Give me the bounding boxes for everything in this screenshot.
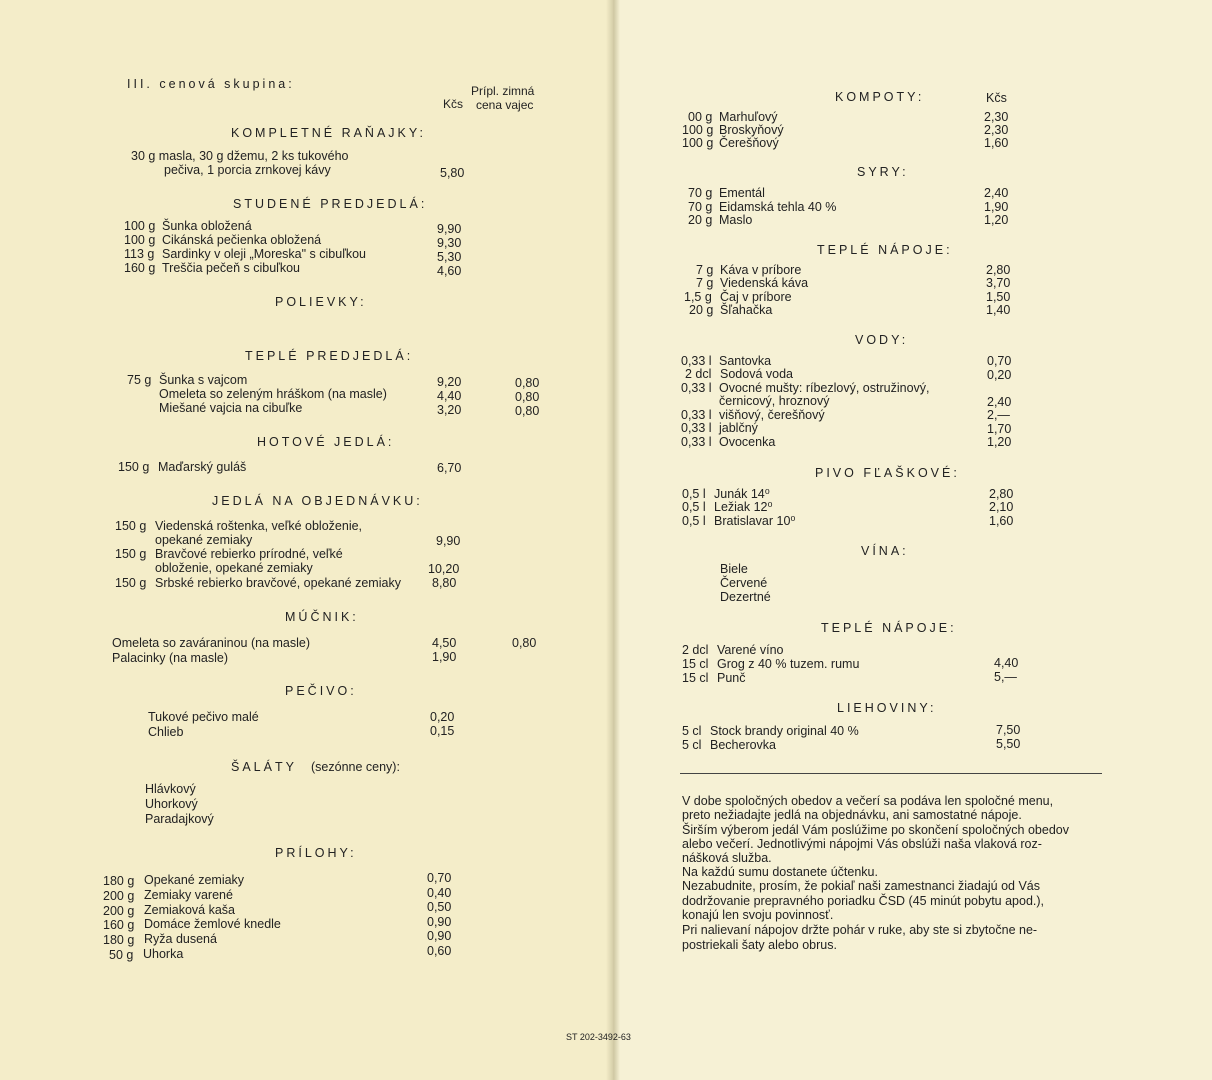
- menu-item-name: Bratislavar 10⁰: [714, 514, 796, 528]
- menu-item-price: 0,90: [427, 929, 452, 943]
- menu-item-qty: 50 g: [109, 948, 134, 962]
- menu-item-name: jablčný: [719, 421, 758, 435]
- menu-item-name: Ovocné mušty: ríbezlový, ostružinový,: [719, 381, 930, 395]
- notice-line: konajú len svoju povinnosť.: [682, 908, 834, 922]
- menu-item-name: Stock brandy original 40 %: [710, 724, 859, 738]
- heading-syry: SYRY:: [857, 165, 909, 179]
- menu-item-name: Omeleta so zaváraninou (na masle): [112, 636, 311, 650]
- menu-item-name: višňový, čerešňový: [719, 408, 825, 422]
- menu-item-price: 9,30: [437, 236, 462, 250]
- menu-item-name: Bravčové rebierko prírodné, veľké: [155, 547, 343, 561]
- menu-item-qty: 200 g: [103, 889, 135, 903]
- menu-item-price: 6,70: [437, 461, 462, 475]
- menu-item-name: Eidamská tehla 40 %: [719, 200, 837, 214]
- menu-item-name: Šunka s vajcom: [159, 373, 248, 387]
- menu-item-name: Tukové pečivo malé: [148, 710, 259, 724]
- menu-item-name: Viedenská káva: [720, 276, 809, 290]
- menu-item-qty: 70 g: [688, 186, 713, 200]
- ranajky-price: 5,80: [440, 166, 465, 180]
- notice-line: postriekali šaty alebo obrus.: [682, 938, 837, 952]
- menu-item-qty: 00 g: [688, 110, 713, 124]
- divider-line: [680, 773, 1102, 774]
- menu-item-price: 9,90: [436, 534, 461, 548]
- menu-item-qty: 7 g: [696, 276, 714, 290]
- col-kcs-header: Kčs: [443, 97, 464, 111]
- menu-item-price: 1,40: [986, 303, 1011, 317]
- menu-item-qty: 150 g: [118, 460, 150, 474]
- menu-item-price: 4,50: [432, 636, 457, 650]
- menu-item-extra: 0,80: [512, 636, 537, 650]
- menu-item-price: 4,60: [437, 264, 462, 278]
- menu-item-name: Cikánská pečienka obložená: [162, 233, 322, 247]
- menu-item-qty: 15 cl: [682, 671, 709, 685]
- notice-line: alebo večerí. Jednotlivými nápojmi Vás obslúži naša vlaková roz-: [682, 837, 1042, 851]
- menu-item-name: Becherovka: [710, 738, 777, 752]
- heading-teple-predjedla: TEPLÉ PREDJEDLÁ:: [245, 349, 414, 363]
- menu-item-name: Marhuľový: [719, 110, 778, 124]
- menu-item-name: Punč: [717, 671, 746, 685]
- menu-item-name: Sodová voda: [720, 367, 793, 381]
- menu-item-qty: 150 g: [115, 547, 147, 561]
- menu-item-price: 2,—: [987, 408, 1010, 422]
- salaty-note: (sezónne ceny):: [311, 760, 400, 774]
- menu-item-qty: 0,33 l: [681, 421, 712, 435]
- menu-item-extra: 0,80: [515, 390, 540, 404]
- menu-item-price: 2,10: [989, 500, 1014, 514]
- notice-line: nášková služba.: [682, 851, 772, 865]
- menu-item-name: Ementál: [719, 186, 765, 200]
- print-code: ST 202-3492-63: [566, 1032, 631, 1042]
- menu-item-name: Omeleta so zeleným hráškom (na masle): [159, 387, 387, 401]
- menu-item-price: 5,50: [996, 737, 1021, 751]
- menu-item-name: Ryža dusená: [144, 932, 217, 946]
- menu-item-price: 0,20: [987, 368, 1012, 382]
- heading-teple-napoje: TEPLÉ NÁPOJE:: [817, 243, 953, 257]
- salad-item: Paradajkový: [145, 812, 214, 826]
- menu-item-price: 1,20: [984, 213, 1009, 227]
- menu-item-name: Zemiaková kaša: [144, 903, 236, 917]
- menu-item-qty: 70 g: [688, 200, 713, 214]
- menu-item-qty: 200 g: [103, 904, 135, 918]
- heading-jedla-na-objednavku: JEDLÁ NA OBJEDNÁVKU:: [212, 494, 423, 508]
- menu-item-qty: 0,5 l: [682, 500, 706, 514]
- menu-item-qty: 150 g: [115, 576, 147, 590]
- menu-item-price: 1,50: [986, 290, 1011, 304]
- wine-item: Červené: [720, 576, 768, 590]
- menu-item-name: Uhorka: [143, 947, 184, 961]
- menu-item-name: Palacinky (na masle): [112, 651, 229, 665]
- menu-item-price: 8,80: [432, 576, 457, 590]
- salad-item: Hlávkový: [145, 782, 196, 796]
- menu-item-price: 1,90: [432, 650, 457, 664]
- menu-item-price: 0,70: [987, 354, 1012, 368]
- menu-item-price: 1,20: [987, 435, 1012, 449]
- heading-ranajky: KOMPLETNÉ RAŇAJKY:: [231, 126, 427, 140]
- price-group-label: III. cenová skupina:: [127, 77, 295, 91]
- menu-item-qty: 0,33 l: [681, 435, 712, 449]
- notice-line: Širším výberom jedál Vám poslúžime po skončení spoločných obedov: [682, 823, 1069, 837]
- menu-item-price: 4,40: [994, 656, 1019, 670]
- heading-teple-napoje-2: TEPLÉ NÁPOJE:: [821, 621, 957, 635]
- menu-item-qty: 180 g: [103, 874, 135, 888]
- menu-item-qty: 160 g: [124, 261, 156, 275]
- heading-polievky: POLIEVKY:: [275, 295, 367, 309]
- menu-item-name: Čaj v príbore: [720, 290, 792, 304]
- menu-item-price: 2,80: [989, 487, 1014, 501]
- menu-item-name: Miešané vajcia na cibuľke: [159, 401, 303, 415]
- menu-item-qty: 0,5 l: [682, 514, 706, 528]
- menu-item-qty: 2 dcl: [685, 367, 712, 381]
- menu-item-price: 1,90: [984, 200, 1009, 214]
- menu-item-name: Junák 14⁰: [714, 487, 770, 501]
- menu-item-qty: 100 g: [682, 123, 714, 137]
- menu-item-name: Grog z 40 % tuzem. rumu: [717, 657, 860, 671]
- menu-item-price: 4,40: [437, 389, 462, 403]
- page-fold: [606, 0, 620, 1080]
- ranajky-line-2: pečiva, 1 porcia zrnkovej kávy: [164, 163, 331, 177]
- notice-line: Nezabudnite, prosím, že pokiaľ naši zamestnanci žiadajú od Vás: [682, 879, 1041, 893]
- menu-item-qty: 100 g: [682, 136, 714, 150]
- menu-item-qty: 1,5 g: [684, 290, 712, 304]
- menu-item-price: 7,50: [996, 723, 1021, 737]
- heading-prilohy: PRÍLOHY:: [275, 846, 357, 860]
- menu-item-qty: 75 g: [127, 373, 152, 387]
- menu-item-price: 3,20: [437, 403, 462, 417]
- menu-item-qty: 2 dcl: [682, 643, 709, 657]
- menu-item-qty: 113 g: [124, 247, 155, 261]
- notice-line: Pri nalievaní nápojov držte pohár v ruke, aby ste si zbytočne ne-: [682, 923, 1038, 937]
- heading-hotove-jedla: HOTOVÉ JEDLÁ:: [257, 435, 395, 449]
- menu-item-qty: 160 g: [103, 918, 135, 932]
- heading-vina: VÍNA:: [861, 544, 909, 558]
- wine-item: Biele: [720, 562, 748, 576]
- heading-pecivo: PEČIVO:: [285, 684, 357, 698]
- menu-item-name-cont: opekané zemiaky: [155, 533, 253, 547]
- notice-line: Na každú sumu dostanete účtenku.: [682, 865, 878, 879]
- menu-item-qty: 100 g: [124, 219, 156, 233]
- heading-mucnik: MÚČNIK:: [285, 610, 359, 624]
- col-zimna-header-1: Prípl. zimná: [471, 84, 535, 98]
- menu-item-qty: 180 g: [103, 933, 135, 947]
- menu-item-price: 5,—: [994, 670, 1017, 684]
- menu-item-price: 0,50: [427, 900, 452, 914]
- menu-item-price: 9,20: [437, 375, 462, 389]
- notice-line: preto nežiadajte jedlá na objednávku, ani samostatné nápoje.: [682, 808, 1022, 822]
- menu-item-name: Ležiak 12⁰: [714, 500, 773, 514]
- menu-item-name: Šunka obložená: [162, 219, 252, 233]
- menu-item-qty: 7 g: [696, 263, 714, 277]
- menu-item-qty: 100 g: [124, 233, 156, 247]
- menu-item-name: Zemiaky varené: [144, 888, 233, 902]
- menu-item-qty: 150 g: [115, 519, 147, 533]
- menu-item-price: 2,30: [984, 123, 1009, 137]
- menu-item-qty: 5 cl: [682, 738, 702, 752]
- menu-item-name: Chlieb: [148, 725, 184, 739]
- menu-item-extra: 0,80: [515, 404, 540, 418]
- ranajky-line-1: 30 g masla, 30 g džemu, 2 ks tukového: [131, 149, 349, 163]
- notice-line: V dobe spoločných obedov a večerí sa podáva len spoločné menu,: [682, 794, 1054, 808]
- heading-liehoviny: LIEHOVINY:: [837, 701, 937, 715]
- col-kcs-header: Kčs: [986, 91, 1007, 105]
- menu-item-name: Opekané zemiaky: [144, 873, 245, 887]
- menu-item-name: Srbské rebierko bravčové, opekané zemiaky: [155, 576, 401, 590]
- menu-item-price: 0,90: [427, 915, 452, 929]
- menu-item-qty: 0,33 l: [681, 381, 712, 395]
- menu-item-name: Sardinky v oleji „Moreska" s cibuľkou: [162, 247, 366, 261]
- heading-kompoty: KOMPOTY:: [835, 90, 925, 104]
- menu-item-price: 1,60: [984, 136, 1009, 150]
- wine-item: Dezertné: [720, 590, 771, 604]
- menu-item-extra: 0,80: [515, 376, 540, 390]
- heading-salaty: ŠALÁTY: [231, 760, 297, 774]
- menu-item-name: Čerešňový: [719, 136, 779, 150]
- menu-item-name: Maďarský guláš: [158, 460, 247, 474]
- menu-item-price: 2,30: [984, 110, 1009, 124]
- menu-item-price: 9,90: [437, 222, 462, 236]
- menu-item-price: 5,30: [437, 250, 462, 264]
- menu-item-qty: 0,33 l: [681, 408, 712, 422]
- menu-item-price: 3,70: [986, 276, 1011, 290]
- menu-item-qty: 0,5 l: [682, 487, 706, 501]
- col-zimna-header-2: cena vajec: [476, 98, 534, 112]
- menu-item-price: 0,40: [427, 886, 452, 900]
- menu-item-qty: 20 g: [688, 213, 713, 227]
- heading-vody: VODY:: [855, 333, 909, 347]
- menu-item-name: Treščia pečeň s cibuľkou: [162, 261, 300, 275]
- menu-item-price: 2,40: [987, 395, 1012, 409]
- menu-item-name: Varené víno: [717, 643, 784, 657]
- menu-item-name: Broskyňový: [719, 123, 784, 137]
- menu-item-name: Santovka: [719, 354, 772, 368]
- menu-item-qty: 0,33 l: [681, 354, 712, 368]
- menu-item-price: 10,20: [428, 562, 460, 576]
- menu-item-name: Káva v príbore: [720, 263, 802, 277]
- menu-item-name: Ovocenka: [719, 435, 776, 449]
- menu-item-name: Šľahačka: [720, 303, 773, 317]
- notice-line: dodržovanie prepravného poriadku ČSD (45 minút pobytu apod.),: [682, 894, 1045, 908]
- menu-item-price: 1,70: [987, 422, 1012, 436]
- menu-item-name: Maslo: [719, 213, 753, 227]
- heading-pivo: PIVO FĽAŠKOVÉ:: [815, 466, 960, 480]
- heading-studene-predjedla: STUDENÉ PREDJEDLÁ:: [233, 197, 428, 211]
- menu-item-price: 0,20: [430, 710, 455, 724]
- menu-item-price: 2,40: [984, 186, 1009, 200]
- menu-item-qty: 15 cl: [682, 657, 709, 671]
- menu-item-qty: 20 g: [689, 303, 714, 317]
- menu-item-qty: 5 cl: [682, 724, 702, 738]
- menu-item-name: Domáce žemlové knedle: [144, 917, 281, 931]
- menu-item-name: Viedenská roštenka, veľké obloženie,: [155, 519, 363, 533]
- menu-item-price: 2,80: [986, 263, 1011, 277]
- menu-item-price: 0,15: [430, 724, 455, 738]
- menu-item-name-cont: obloženie, opekané zemiaky: [155, 561, 313, 575]
- menu-item-price: 0,70: [427, 871, 452, 885]
- menu-item-name-cont: černicový, hroznový: [719, 394, 830, 408]
- menu-item-price: 0,60: [427, 944, 452, 958]
- menu-item-price: 1,60: [989, 514, 1014, 528]
- salad-item: Uhorkový: [145, 797, 198, 811]
